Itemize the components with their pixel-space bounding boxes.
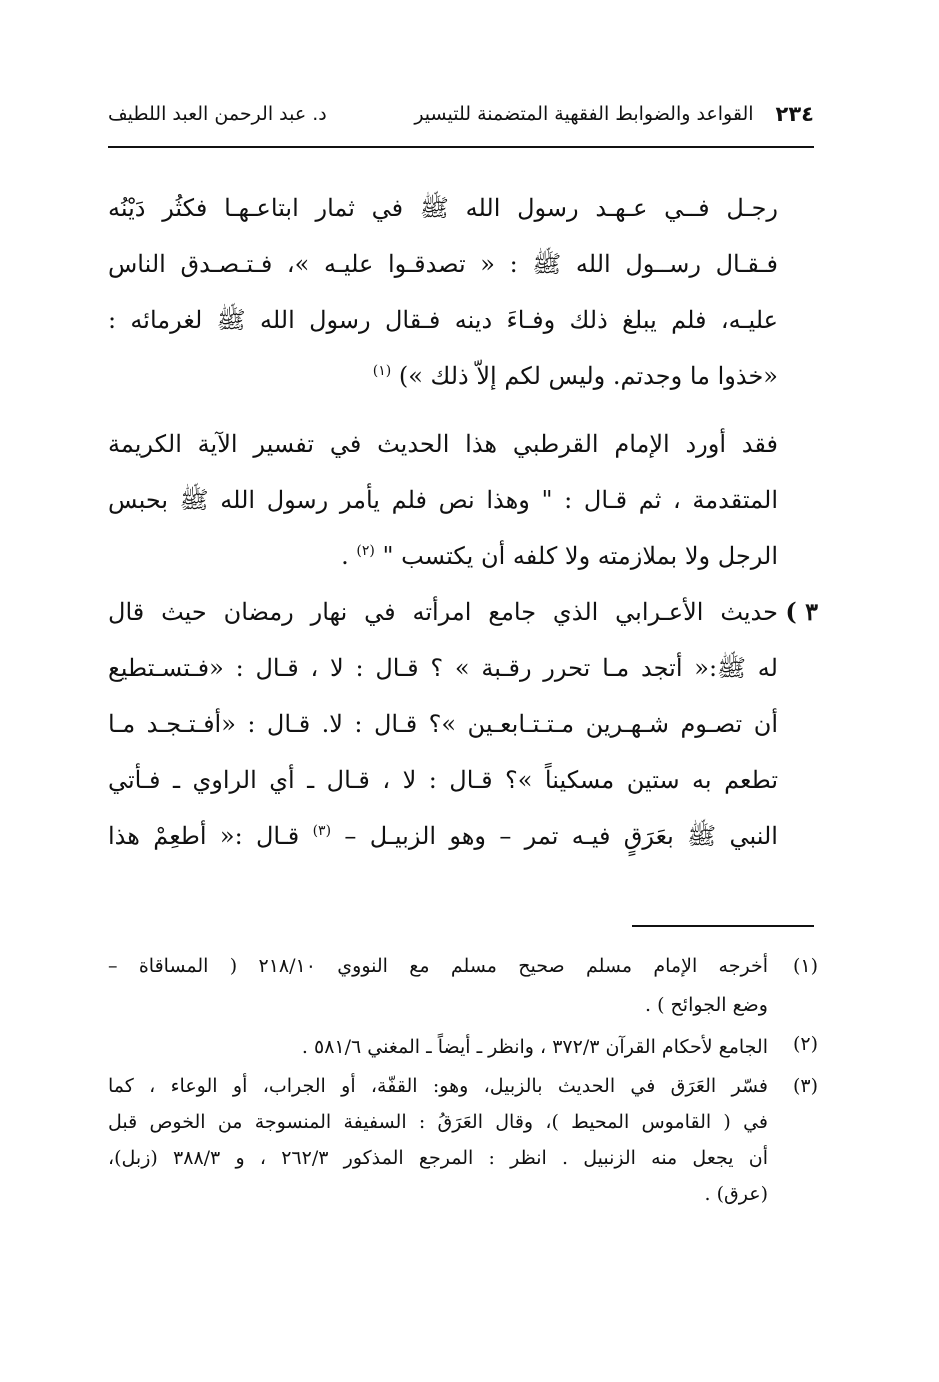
main-text (108, 180, 818, 864)
footnote-line: وضع الجوائح ) . (645, 994, 768, 1016)
text-line: حديث الأعـرابي الذي جامع امرأته في نهار رمضان حيث قال (108, 598, 778, 626)
footnote-line: في ( القاموس المحيط )، وقال العَرَقُ : السفيفة المنسوجة من الخوص قبل (108, 1111, 768, 1133)
header-right-group (414, 102, 814, 126)
text-line (108, 528, 778, 584)
footnote-2 (108, 1026, 818, 1068)
text-segment: قـال :« أطعِمْ هذا (108, 822, 300, 850)
footnote-number: (١) (792, 955, 818, 977)
text-segment: «خذوا ما وجدتم. وليس لكم إلاّ ذلك ») (398, 362, 778, 390)
header-rule (108, 146, 814, 148)
footnote-separator (632, 925, 814, 927)
footnote-ref-3: (٣) (312, 823, 332, 839)
paragraph-2 (108, 416, 778, 584)
page-number: ٢٣٤ (775, 102, 814, 126)
footnote-3 (108, 1068, 818, 1212)
text-line: عليـه، فلم يبلغ ذلك وفـاءَ دينه فـقال رسول الله ﷺ لغرمائه : (108, 306, 778, 334)
item-number: ٣ ) (785, 597, 818, 626)
footnote-line: (عرق) . (704, 1183, 768, 1205)
footnote-ref-1: (١) (372, 363, 392, 379)
footnotes (108, 948, 818, 1212)
text-line: فـقـال رســول الله ﷺ : « تصدقـوا عليـه »، فـتـصـدق الناس (108, 250, 778, 278)
text-line: رجـل فــي عـهـد رسول الله ﷺ في ثمار ابتاعـهـا فكثُر دَيْنُه (108, 194, 778, 222)
footnote-ref-2: (٢) (356, 543, 375, 559)
footnote-1 (108, 948, 818, 1026)
footnote-number: (٢) (792, 1033, 818, 1055)
footnote-line: أن يجعل منه الزنبيل . انظر : المرجع المذكور ٢٦٢/٣ ، و ٣٨٨/٣ (زبل)، (108, 1147, 768, 1169)
numbered-item-3 (108, 584, 818, 864)
text-line: المتقدمة ، ثم قـال : " وهذا نص فلم يأمر رسول الله ﷺ بحبس (108, 486, 778, 514)
author-name: د. عبد الرحمن العبد اللطيف (108, 103, 327, 125)
footnote-number: (٣) (792, 1075, 818, 1097)
text-line: تطعم به ستين مسكيناً »؟ قـال : لا ، قـال ـ أي الراوي ـ فـأتي (108, 766, 778, 794)
text-segment: النبي ﷺ بعَرَقٍ فيـه تمر – وهو الزبيـل – (344, 822, 778, 850)
text-line: أن تصـوم شـهـرين مـتـتـابعـين »؟ قـال : لا. قـال : «أفـتـجـد مـا (108, 710, 778, 738)
book-title: القواعد والضوابط الفقهية المتضمنة للتيسير (414, 103, 754, 125)
text-segment: . (341, 542, 349, 570)
footnote-line: فسّر العَرَق في الحديث بالزبيل، وهو: القفّة، أو الجراب، أو الوعاء ، كما (108, 1075, 768, 1097)
page-header (108, 95, 814, 133)
footnote-line: الجامع لأحكام القرآن ٣٧٢/٣ ، وانظر ـ أيضاً ـ المغني ٥٨١/٦ . (301, 1036, 768, 1058)
text-line: فقد أورد الإمام القرطبي هذا الحديث في تفسير الآية الكريمة (108, 430, 778, 458)
footnote-line: أخرجه الإمام مسلم صحيح مسلم مع النووي ٢١٨/١٠ ( المساقاة – (108, 955, 768, 977)
paragraph-1 (108, 180, 778, 404)
text-line: له ﷺ:« أتجد مـا تحرر رقـبة » ؟ قـال : لا ، قـال : «فـتسـتطيع (108, 654, 778, 682)
text-segment: الرجل ولا بملازمته ولا كلفه أن يكتسب " (382, 542, 778, 570)
text-line (108, 808, 778, 864)
text-line (108, 348, 778, 404)
